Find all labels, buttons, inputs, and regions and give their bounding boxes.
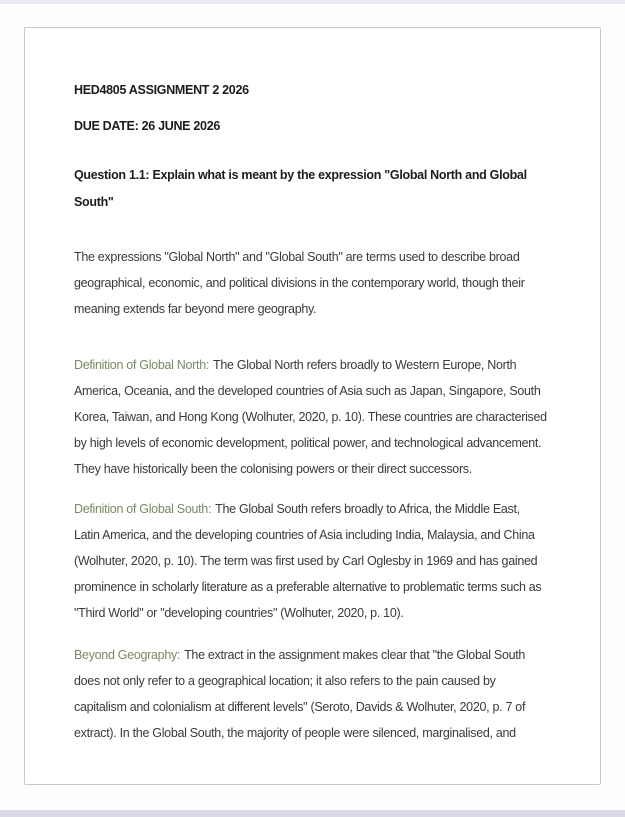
- section-beyond-geography: [74, 642, 548, 746]
- section-body-global-south: The Global South refers broadly to Africa, the Middle East, Latin America, and the developing countries of Asia including India, Malaysia, and China (Wolhuter, 2020, p. 10). The term was first used by Carl Oglesby in 1969 and has gained prominence in scholarly literature as a preferable alternative to problematic terms such as "Third World" or "developing countries" (Wolhuter, 2020, p. 10).: [74, 502, 542, 620]
- due-date-line: DUE DATE: 26 JUNE 2026: [74, 119, 221, 133]
- section-lead-global-north: Definition of Global North:: [74, 358, 210, 372]
- course-title: HED4805 ASSIGNMENT 2 2026: [74, 83, 249, 97]
- question-heading: Question 1.1: Explain what is meant by the expression "Global North and Global South": [74, 168, 527, 209]
- section-definition-global-south: [74, 496, 548, 626]
- document-content: [25, 28, 600, 746]
- section-definition-global-north: [74, 352, 548, 482]
- section-body-beyond-geography: The extract in the assignment makes clear that "the Global South does not only refer to a geographical location; it also refers to the pain caused by capitalism and colonialism at different levels" (Seroto, Davids & Wolhuter, 2020, p. 7 of extract). In the Global South, the majority of people were silenced, marginalised, and: [74, 648, 526, 740]
- intro-paragraph: The expressions "Global North" and "Global South" are terms used to describe broad geographical, economic, and political divisions in the contemporary world, though their meaning extends far beyond mere geography.: [74, 250, 525, 316]
- document-page-frame: [24, 27, 601, 785]
- section-lead-beyond-geography: Beyond Geography:: [74, 648, 181, 662]
- section-body-global-north: The Global North refers broadly to Western Europe, North America, Oceania, and the developed countries of Asia such as Japan, Singapore, South Korea, Taiwan, and Hong Kong (Wolhuter, 2020, p. 10). These countries are characterised by high levels of economic development, political power, and technological advancement. They have historically been the colonising powers or their direct successors.: [74, 358, 547, 476]
- section-lead-global-south: Definition of Global South:: [74, 502, 212, 516]
- screen-top-bar: [0, 0, 625, 4]
- screen-bottom-bar: [0, 810, 625, 817]
